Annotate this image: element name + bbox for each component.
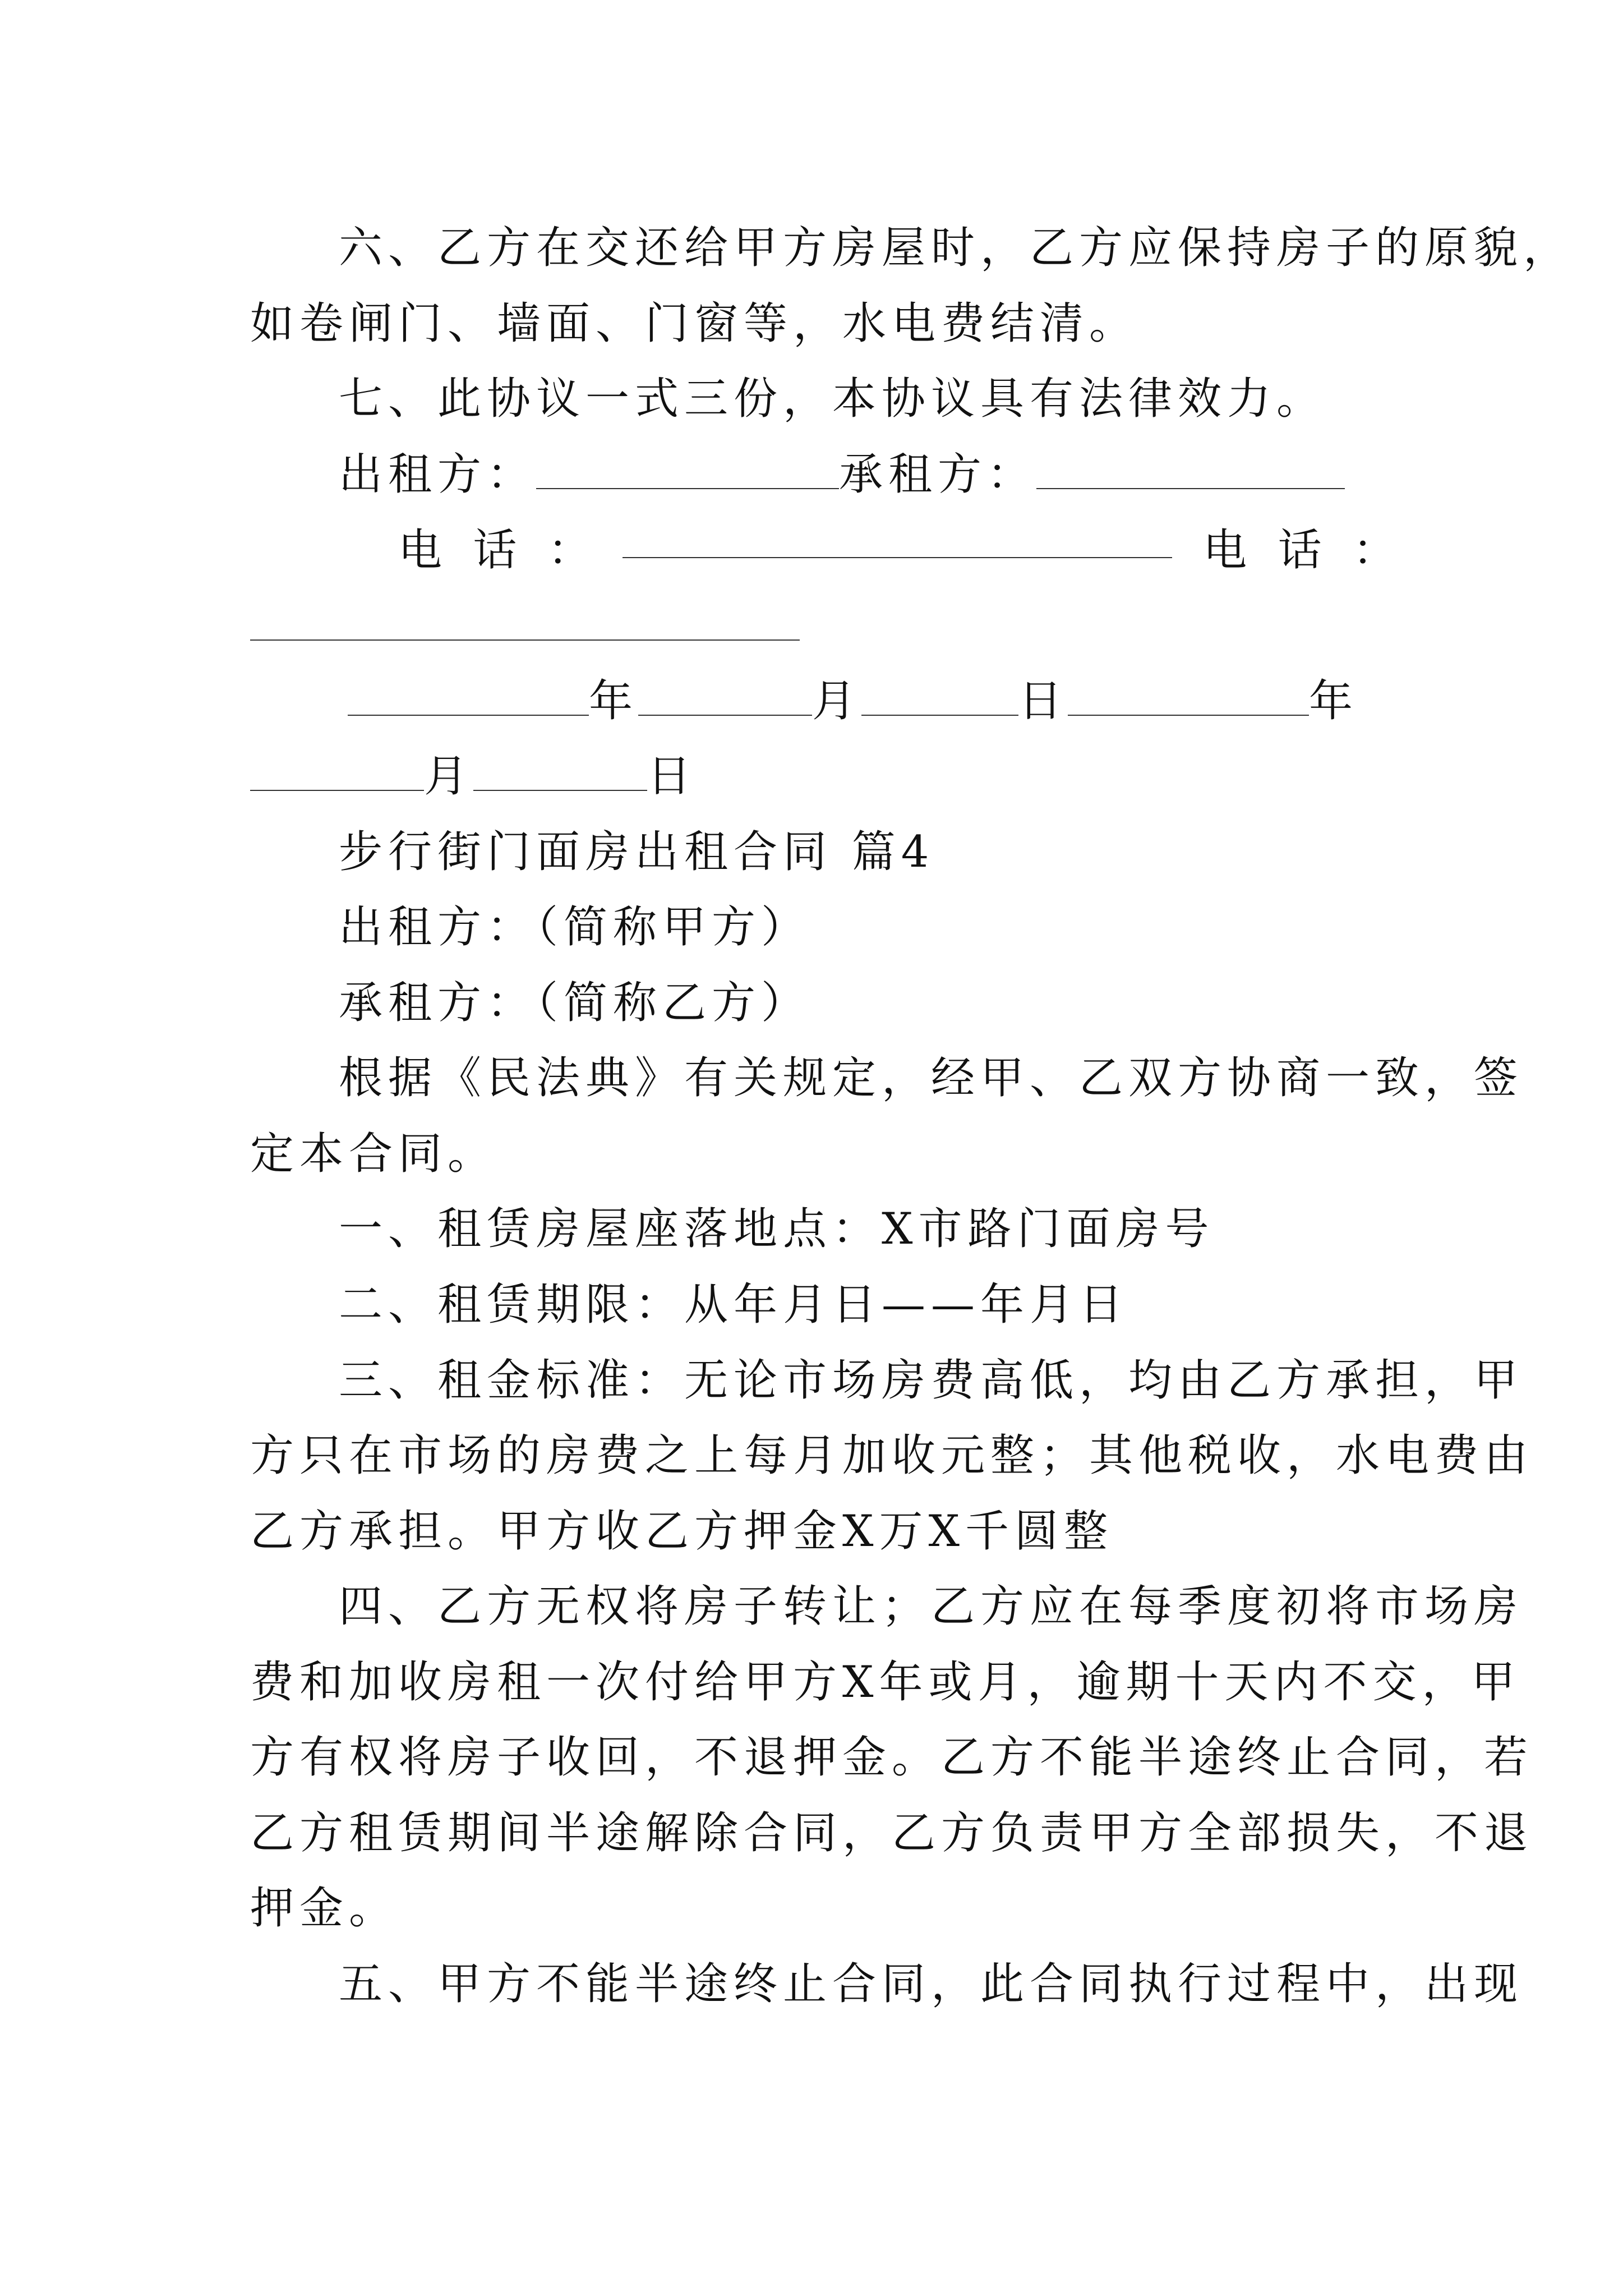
day-label-2: 日 [647,751,697,802]
clause-4-line-2: 费和加收房租一次付给甲方X年或月，逾期十天内不交，甲 [250,1657,1521,1708]
lessor-day-blank[interactable] [861,680,1018,716]
clause-3-line-3: 乙方承担。甲方收乙方押金X万X千圆整 [250,1506,1114,1557]
year-label-2: 年 [1309,676,1359,726]
phone-label-char-3: ： [547,525,592,576]
clause-6-line-2: 如卷闸门、墙面、门窗等，水电费结清。 [250,298,1139,349]
lessee-phone-blank[interactable] [250,605,800,641]
month-label-2: 月 [424,751,474,802]
clause-7: 七、此协议一式三份，本协议具有法律效力。 [339,374,1326,424]
lessee-blank[interactable] [1036,453,1345,489]
phone-label-char-2: 话 [473,525,517,576]
day-label-1: 日 [1018,676,1068,726]
clause-4-line-4: 乙方租赁期间半途解除合同，乙方负责甲方全部损失，不退 [250,1808,1534,1858]
phone-label-char-4: 电 [1203,525,1247,576]
lessor-year-blank[interactable] [348,680,589,716]
lessor-line: 出租方：（简称甲方） [339,902,811,953]
clause-1: 一、租赁房屋座落地点：X市路门面房号 [339,1204,1215,1254]
lessor-blank[interactable] [536,453,839,489]
clause-4-line-5: 押金。 [250,1883,399,1934]
lessee-phone-line [250,598,1394,654]
lessee-month-blank[interactable] [250,755,424,791]
date-line-2 [250,748,1394,804]
clause-3-line-1: 三、租金标准：无论市场房费高低，均由乙方承担，甲 [339,1355,1524,1406]
clause-4-line-1: 四、乙方无权将房子转让；乙方应在每季度初将市场房 [339,1581,1524,1632]
phone-label-char-5: 话 [1278,525,1322,576]
intro-line-1: 根据《民法典》有关规定，经甲、乙双方协商一致，签 [339,1053,1524,1103]
lessor-phone-blank[interactable] [623,522,1172,558]
clause-5-line-1: 五、甲方不能半途终止合同，此合同执行过程中，出现 [339,1959,1524,2009]
clause-6-line-1: 六、乙方在交还给甲方房屋时，乙方应保持房子的原貌， [339,223,1573,273]
month-label-1: 月 [812,676,862,726]
lessor-month-blank[interactable] [638,680,812,716]
lessor-label: 出租方： [339,449,537,500]
phone-label-char-1: 电 [398,525,442,576]
clause-3-line-2: 方只在市场的房费之上每月加收元整；其他税收，水电费由 [250,1430,1534,1481]
clause-4-line-3: 方有权将房子收回，不退押金。乙方不能半途终止合同，若 [250,1732,1534,1783]
lessee-year-blank[interactable] [1068,680,1309,716]
year-label-1: 年 [589,676,639,726]
intro-line-2: 定本合同。 [250,1129,497,1179]
section-title: 步行街门面房出租合同 篇4 [339,827,935,877]
clause-2: 二、租赁期限：从年月日——年月日 [339,1280,1129,1330]
date-line-1 [348,673,1396,729]
phone-label-char-6: ： [1352,525,1396,576]
phone-line [398,522,1396,578]
signature-parties-line [339,447,1394,503]
lessee-line: 承租方：（简称乙方） [339,978,811,1028]
lessee-day-blank[interactable] [473,755,647,791]
lessee-label: 承租方： [839,449,1037,500]
